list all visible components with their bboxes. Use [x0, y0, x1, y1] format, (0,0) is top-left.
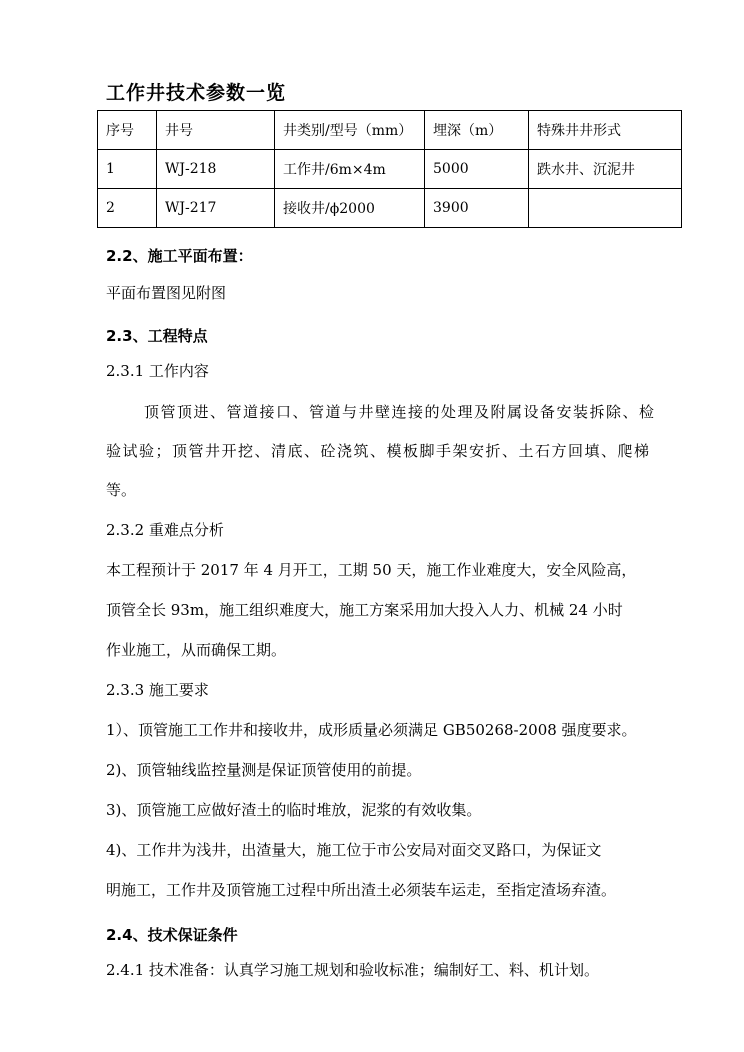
- paragraph: 平面布置图见附图: [106, 284, 227, 302]
- table-title: 工作井技术参数一览: [106, 82, 287, 104]
- paragraph-line: 本工程预计于 2017 年 4 月开工，工期 50 天，施工作业难度大，安全风险高，: [106, 561, 637, 579]
- header-cell: 特殊井井形式: [529, 111, 682, 150]
- subsection-heading-2-3-3: 2.3.3 施工要求: [106, 681, 209, 699]
- subsection-heading-2-3-2: 2.3.2 重难点分析: [106, 521, 224, 539]
- table-cell: 1: [98, 150, 157, 189]
- section-heading-2-2: 2.2、施工平面布置：: [106, 247, 253, 265]
- paragraph-line: 验试验；顶管井开挖、清底、砼浇筑、模板脚手架安折、土石方回填、爬梯: [106, 442, 651, 460]
- table-row: [98, 150, 682, 189]
- table-header-row: [98, 111, 682, 150]
- table-cell: [529, 189, 682, 228]
- paragraph-line: 顶管顶进、管道接口、管道与井壁连接的处理及附属设备安装拆除、检: [144, 403, 656, 421]
- paragraph: 2.4.1 技术准备：认真学习施工规划和验收标准；编制好工、料、机计划。: [106, 961, 599, 979]
- header-cell: 井类别/型号（mm）: [275, 111, 425, 150]
- paragraph-line: 顶管全长 93m，施工组织难度大，施工方案采用加大投入人力、机械 24 小时: [106, 601, 623, 619]
- requirement-item: 1）、顶管施工工作井和接收井，成形质量必须满足 GB50268-2008 强度要求。: [106, 721, 637, 739]
- subsection-heading-2-3-1: 2.3.1 工作内容: [106, 362, 209, 380]
- requirement-item-continued: 明施工，工作井及顶管施工过程中所出渣土必须装车运走，至指定渣场弃渣。: [106, 881, 617, 899]
- paragraph-line: 作业施工，从而确保工期。: [106, 641, 287, 659]
- table-cell: 2: [98, 189, 157, 228]
- header-cell: 井号: [157, 111, 275, 150]
- table-cell: WJ-217: [157, 189, 275, 228]
- table-cell: 接收井/ϕ2000: [275, 189, 425, 228]
- table-cell: 跌水井、沉泥井: [529, 150, 682, 189]
- table-cell: WJ-218: [157, 150, 275, 189]
- well-parameters-table: [97, 110, 682, 228]
- requirement-item: 2)、顶管轴线监控量测是保证顶管使用的前提。: [106, 761, 422, 779]
- table-cell: 3900: [425, 189, 529, 228]
- header-cell: 埋深（m）: [425, 111, 529, 150]
- table-row: [98, 189, 682, 228]
- section-heading-2-4: 2.4、技术保证条件: [106, 926, 238, 944]
- table-cell: 工作井/6m×4m: [275, 150, 425, 189]
- section-heading-2-3: 2.3、工程特点: [106, 327, 208, 345]
- requirement-item: 4)、工作井为浅井，出渣量大，施工位于市公安局对面交叉路口，为保证文: [106, 841, 602, 859]
- requirement-item: 3)、顶管施工应做好渣土的临时堆放，泥浆的有效收集。: [106, 801, 482, 819]
- table-cell: 5000: [425, 150, 529, 189]
- paragraph-line: 等。: [106, 481, 137, 499]
- header-cell: 序号: [98, 111, 157, 150]
